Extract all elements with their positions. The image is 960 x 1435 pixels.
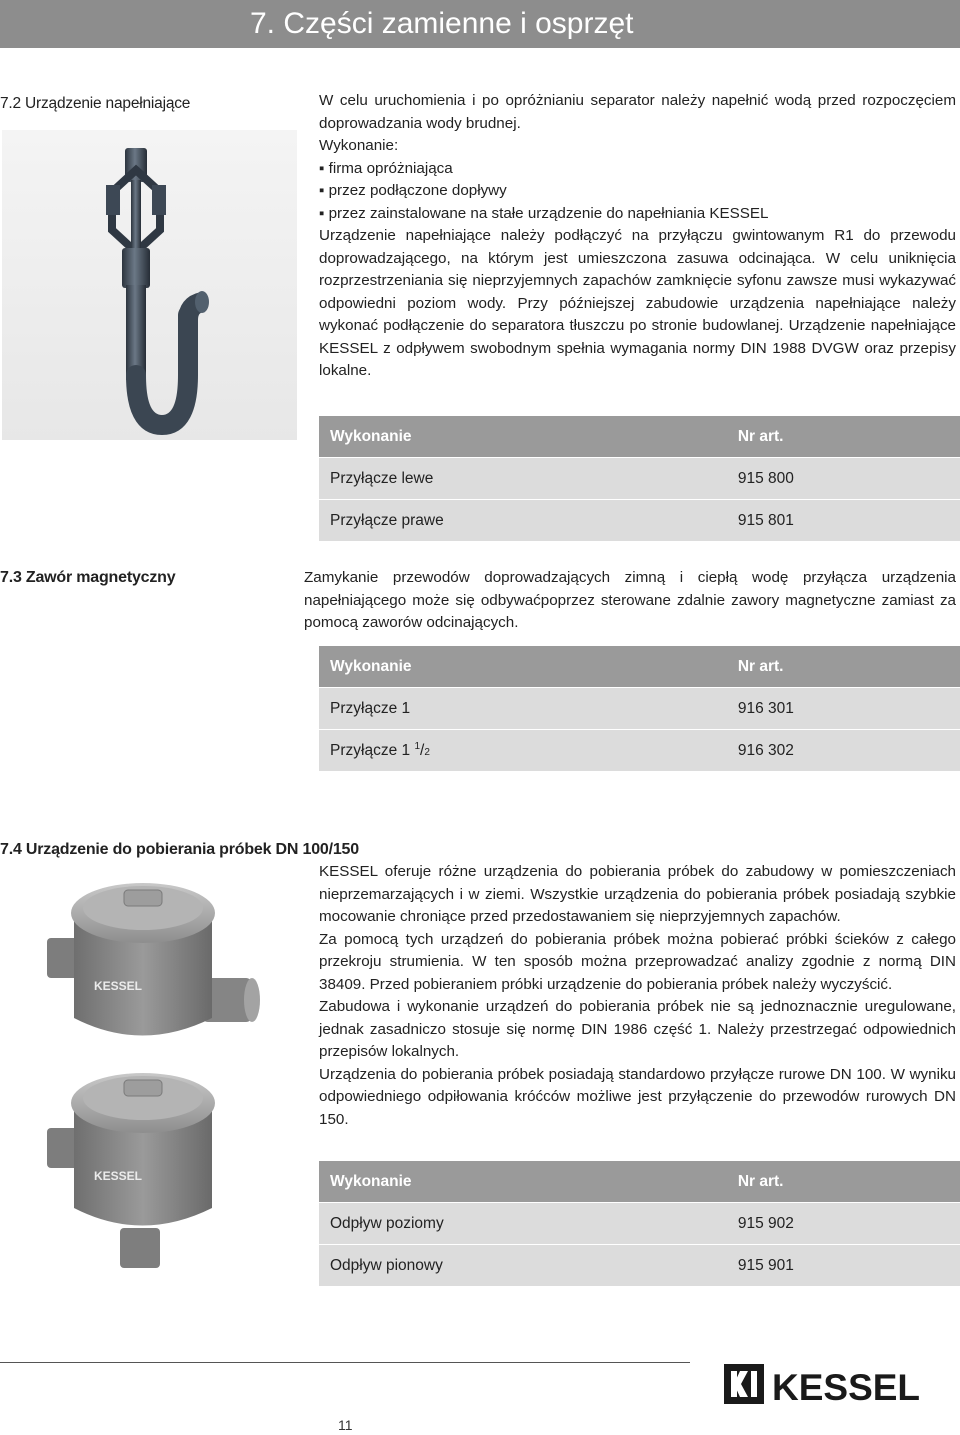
table-row (319, 688, 960, 730)
section-7-4-paragraph: Urządzenia do pobierania próbek posiadają standardowo przyłącze rurowe DN 100. W wyniku odpowiedniego odpiłowania króćców możliwe jest przyłączenie do przewodów rurowych DN 150. (319, 1065, 956, 1128)
table-cell: Przyłącze lewe (319, 458, 727, 500)
wykonanie-item: ▪ przez podłączone dopływy (319, 180, 956, 203)
page-number: 11 (338, 1417, 353, 1433)
wykonanie-label: Wykonanie: (319, 137, 399, 154)
product-label: KESSEL (94, 1169, 143, 1183)
column-header: Wykonanie (319, 1161, 727, 1203)
table-cell: 916 302 (727, 730, 960, 772)
sampling-device-horizontal (47, 883, 260, 1036)
table-row (319, 458, 960, 500)
table-row (319, 1245, 960, 1287)
section-7-4-paragraph: Zabudowa i wykonanie urządzeń do pobierania próbek nie są jednoznacznie uregulowane, jednak zasadniczo stosuje się normę DIN 1986 część 1. Należy przestrzegać odpowiednich przepisów lokalnych. (319, 998, 956, 1060)
table-cell: 915 800 (727, 458, 960, 500)
section-7-3-body: Zamykanie przewodów doprowadzających zimną i ciepłą wodę przyłącza urządzenia napełniającego może się odbywaćpoprzez sterowane zdalnie zawory magnetyczne zamiast za pomocą zaworów odcinających. (304, 569, 956, 631)
wykonanie-item: ▪ przez zainstalowane na stałe urządzenie do napełniania KESSEL (319, 203, 956, 226)
spec-table-7-3 (319, 646, 960, 772)
table-row (319, 500, 960, 542)
section-7-2-intro: W celu uruchomienia i po opróżnianiu separator należy napełnić wodą przed rozpoczęciem doprowadzania wody brudnej. (319, 92, 956, 132)
table-header-row (319, 646, 960, 688)
table-row (319, 730, 960, 772)
section-7-4-paragraph: KESSEL oferuje różne urządzenia do pobierania próbek do zabudowy w pomieszczeniach nieprzemarzających i w ziemi. Wszystkie urządzenia do pobierania próbek posiadają szybkie mocowanie chroniące przed przedostawaniem się nieprzyjemnych zapachów. (319, 863, 956, 925)
table-cell: Przyłącze prawe (319, 500, 727, 542)
column-header: Nr art. (727, 416, 960, 458)
page-title: 7. Części zamienne i osprzęt (250, 7, 634, 40)
column-header: Wykonanie (319, 646, 727, 688)
table-cell: 916 301 (727, 688, 960, 730)
table-cell: Przyłącze 1 (319, 688, 727, 730)
column-header: Nr art. (727, 1161, 960, 1203)
section-7-4-text (319, 861, 956, 1131)
spec-table-7-2 (319, 416, 960, 542)
table-cell: Przyłącze 1 $^1$/2 (319, 730, 727, 772)
table-cell: Odpływ pionowy (319, 1245, 727, 1287)
table-cell: Odpływ poziomy (319, 1203, 727, 1245)
section-heading-7-4: 7.4 Urządzenie do pobierania próbek DN 100/150 (0, 841, 359, 858)
section-heading-7-2: 7.2 Urządzenie napełniające (0, 95, 191, 112)
kessel-logo (724, 1362, 956, 1413)
section-7-2-text (319, 90, 956, 383)
sampling-device-photos (2, 868, 297, 1308)
section-7-4-paragraph: Za pomocą tych urządzeń do pobierania próbek można pobierać próbki ścieków z całego przekroju strumienia. W ten sposób można przeprowadzać analizy zgodnie z normą DIN 38409. Przed pobieraniem próbki urządzenie do pobierania próbek należy wyczyścić. (319, 930, 956, 993)
table-header-row (319, 1161, 960, 1203)
sampling-device-vertical (47, 1073, 215, 1268)
table-cell: 915 801 (727, 500, 960, 542)
header-bar (0, 0, 960, 48)
footer-divider (0, 1362, 690, 1363)
filling-device-photo (2, 130, 297, 440)
table-cell-text: Przyłącze 1 (330, 742, 411, 760)
logo-wordmark: KESSEL (772, 1367, 921, 1408)
fraction-denominator: 2 (424, 747, 430, 759)
sampling-device-illustration (2, 868, 297, 1308)
section-7-3-text (304, 567, 956, 635)
spec-table-7-4 (319, 1161, 960, 1287)
column-header: Wykonanie (319, 416, 727, 458)
wykonanie-list (319, 158, 956, 226)
wykonanie-item: ▪ firma opróżniająca (319, 158, 956, 181)
table-cell: 915 902 (727, 1203, 960, 1245)
filling-device-illustration (2, 130, 297, 440)
table-cell: 915 901 (727, 1245, 960, 1287)
table-header-row (319, 416, 960, 458)
fraction-numerator: 1 (414, 740, 420, 752)
section-7-2-body: Urządzenie napełniające należy podłączyć na przyłączu gwintowanym R1 do przewodu doprowadzającego, na którym jest umieszczona zasuwa odcinająca. W celu uniknięcia rozprzestrzeniania się nieprzyjemnych zapachów zamknięcie syfonu zawsze musi wykazywać odpowiedni poziom wody. Przy późniejszej zabudowie urządzenia napełniające należy wykonać podłączenie do separatora tłuszczu po stronie budowlanej. Urządzenie napełniające KESSEL z odpływem swobodnym spełnia wymagania normy DIN 1988 DVGW oraz przepisy lokalne. (319, 227, 956, 379)
kessel-logo-mark (724, 1362, 956, 1408)
column-header: Nr art. (727, 646, 960, 688)
section-heading-7-3: 7.3 Zawór magnetyczny (0, 569, 176, 586)
product-label: KESSEL (94, 979, 143, 993)
table-row (319, 1203, 960, 1245)
